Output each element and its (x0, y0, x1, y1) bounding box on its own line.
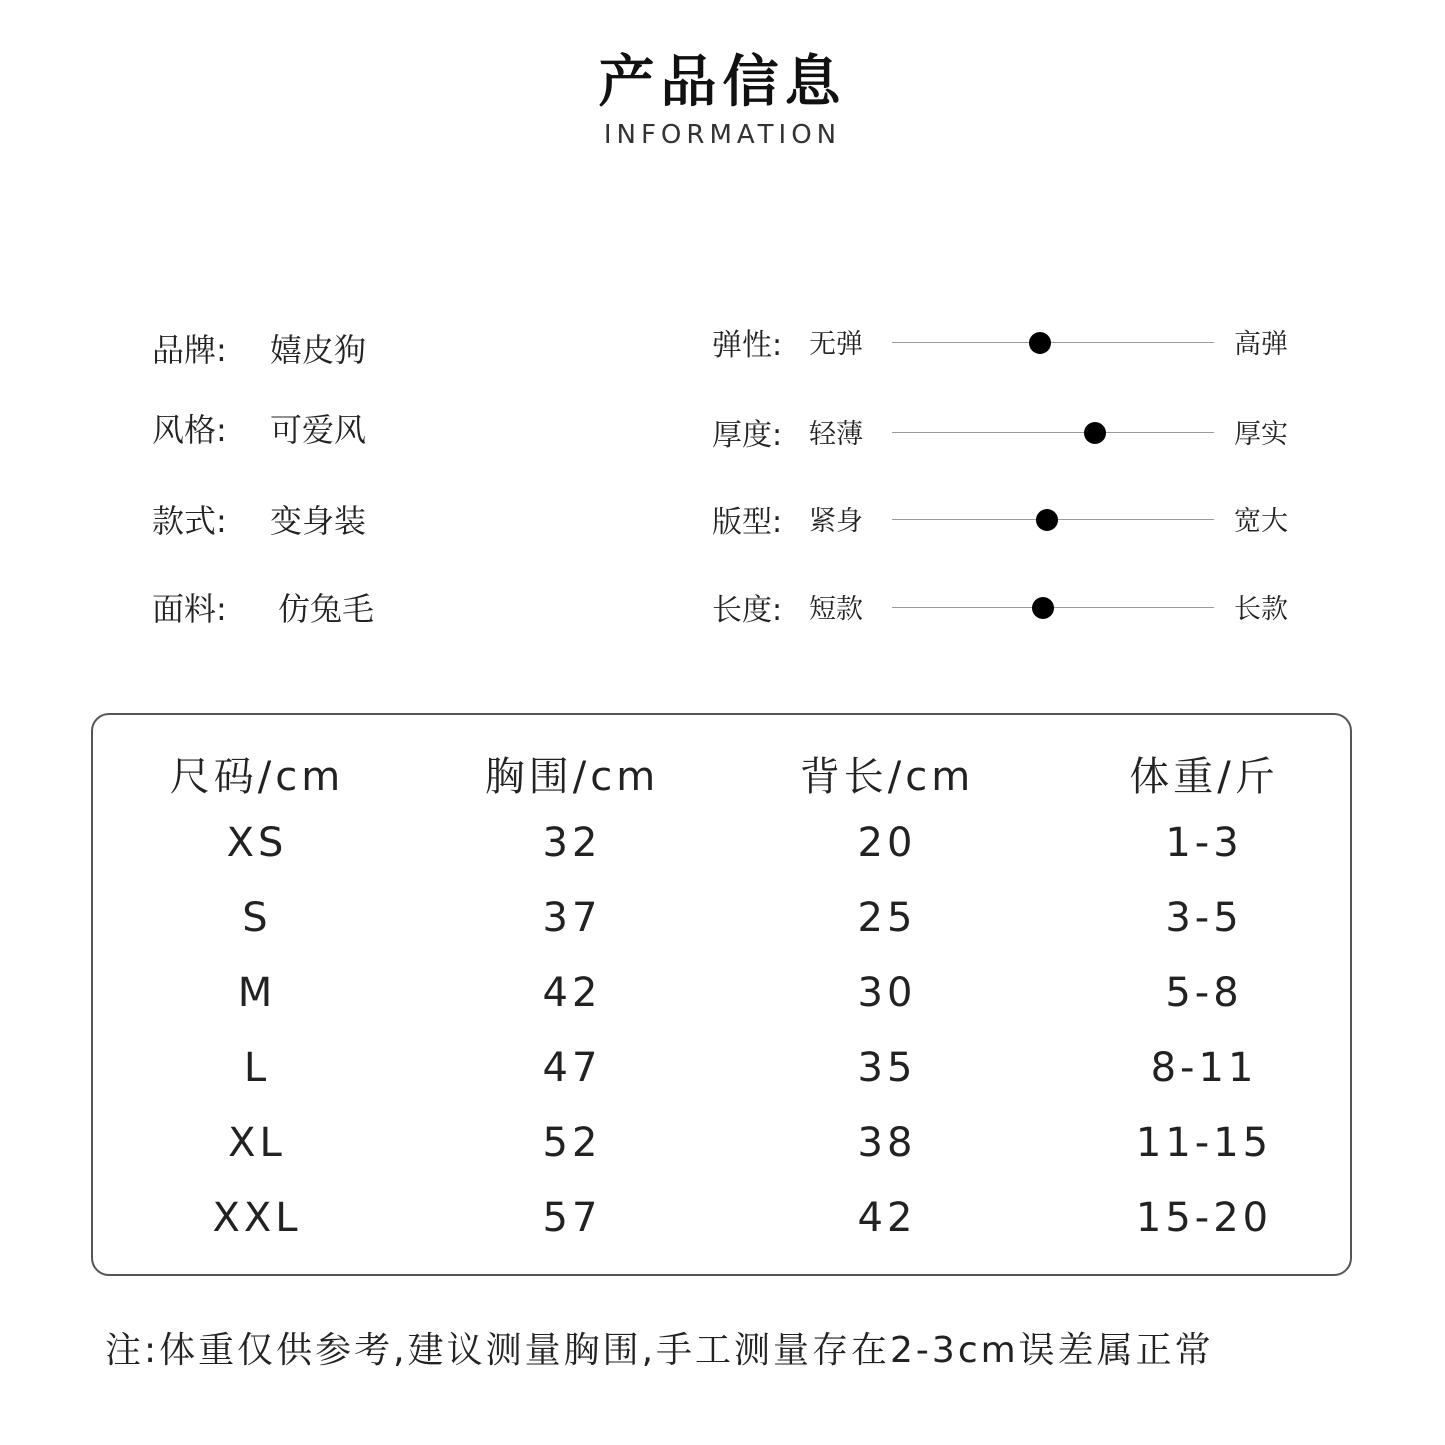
scale-high-label: 宽大 (1234, 506, 1288, 537)
table-cell: 38 (857, 1120, 917, 1166)
table-cell: 11-15 (1135, 1120, 1273, 1166)
scale-knob (1029, 332, 1051, 354)
table-cell: 25 (857, 895, 917, 941)
scale-track (892, 607, 1214, 608)
attribute-label: 面料: (152, 590, 227, 628)
table-cell: M (237, 970, 277, 1016)
scale-track (892, 519, 1214, 520)
attribute-brand (152, 325, 366, 371)
scale-length (712, 585, 1312, 628)
page-title: 产品信息 (598, 50, 847, 115)
attribute-label: 品牌: (152, 331, 227, 369)
attribute-type (152, 496, 366, 542)
table-cell: L (243, 1045, 271, 1091)
table-cell: 35 (857, 1045, 917, 1091)
scale-high-label: 长款 (1234, 594, 1288, 625)
table-header: 胸围/cm (484, 754, 660, 800)
table-cell: XXL (212, 1195, 302, 1241)
scale-knob (1036, 509, 1058, 531)
scale-thickness (712, 410, 1312, 453)
scale-high-label: 厚实 (1234, 419, 1288, 450)
table-cell: 5-8 (1165, 970, 1243, 1016)
scale-low-label: 紧身 (809, 506, 863, 537)
table-cell: 3-5 (1165, 895, 1243, 941)
scale-low-label: 短款 (809, 594, 863, 625)
scale-knob (1084, 422, 1106, 444)
scale-knob (1032, 597, 1054, 619)
scale-label: 版型: (712, 505, 783, 540)
table-cell: 8-11 (1150, 1045, 1258, 1091)
scale-high-label: 高弹 (1234, 329, 1288, 360)
size-table (91, 713, 1352, 1276)
table-cell: 47 (542, 1045, 602, 1091)
scale-label: 长度: (712, 593, 783, 628)
attribute-fabric (152, 584, 374, 630)
table-header: 背长/cm (799, 754, 975, 800)
table-cell: 1-3 (1165, 820, 1243, 866)
table-cell: S (242, 895, 272, 941)
scale-low-label: 无弹 (809, 329, 863, 360)
table-cell: 30 (857, 970, 917, 1016)
attribute-value: 变身装 (270, 502, 367, 540)
attribute-value: 仿兔毛 (278, 590, 375, 628)
table-cell: 15-20 (1135, 1195, 1273, 1241)
scale-low-label: 轻薄 (809, 419, 863, 450)
table-cell: 20 (857, 820, 917, 866)
attribute-style (152, 405, 366, 451)
attribute-value: 可爱风 (270, 411, 367, 449)
scale-track (892, 342, 1214, 343)
scale-fit (712, 497, 1312, 540)
table-cell: 42 (857, 1195, 917, 1241)
page-subtitle: INFORMATION (603, 120, 842, 150)
footnote: 注:体重仅供参考,建议测量胸围,手工测量存在2-3cm误差属正常 (105, 1330, 1214, 1371)
attribute-label: 款式: (152, 502, 227, 540)
attribute-label: 风格: (152, 411, 227, 449)
scale-label: 厚度: (712, 418, 783, 453)
table-cell: 32 (542, 820, 602, 866)
table-cell: 52 (542, 1120, 602, 1166)
scale-label: 弹性: (712, 328, 783, 363)
table-cell: 57 (542, 1195, 602, 1241)
scale-elasticity (712, 320, 1312, 363)
table-header: 尺码/cm (169, 754, 345, 800)
table-header: 体重/斤 (1129, 754, 1279, 800)
table-cell: 37 (542, 895, 602, 941)
table-cell: XS (226, 820, 288, 866)
scale-track (892, 432, 1214, 433)
table-cell: 42 (542, 970, 602, 1016)
attribute-value: 嬉皮狗 (270, 331, 367, 369)
table-cell: XL (228, 1120, 286, 1166)
